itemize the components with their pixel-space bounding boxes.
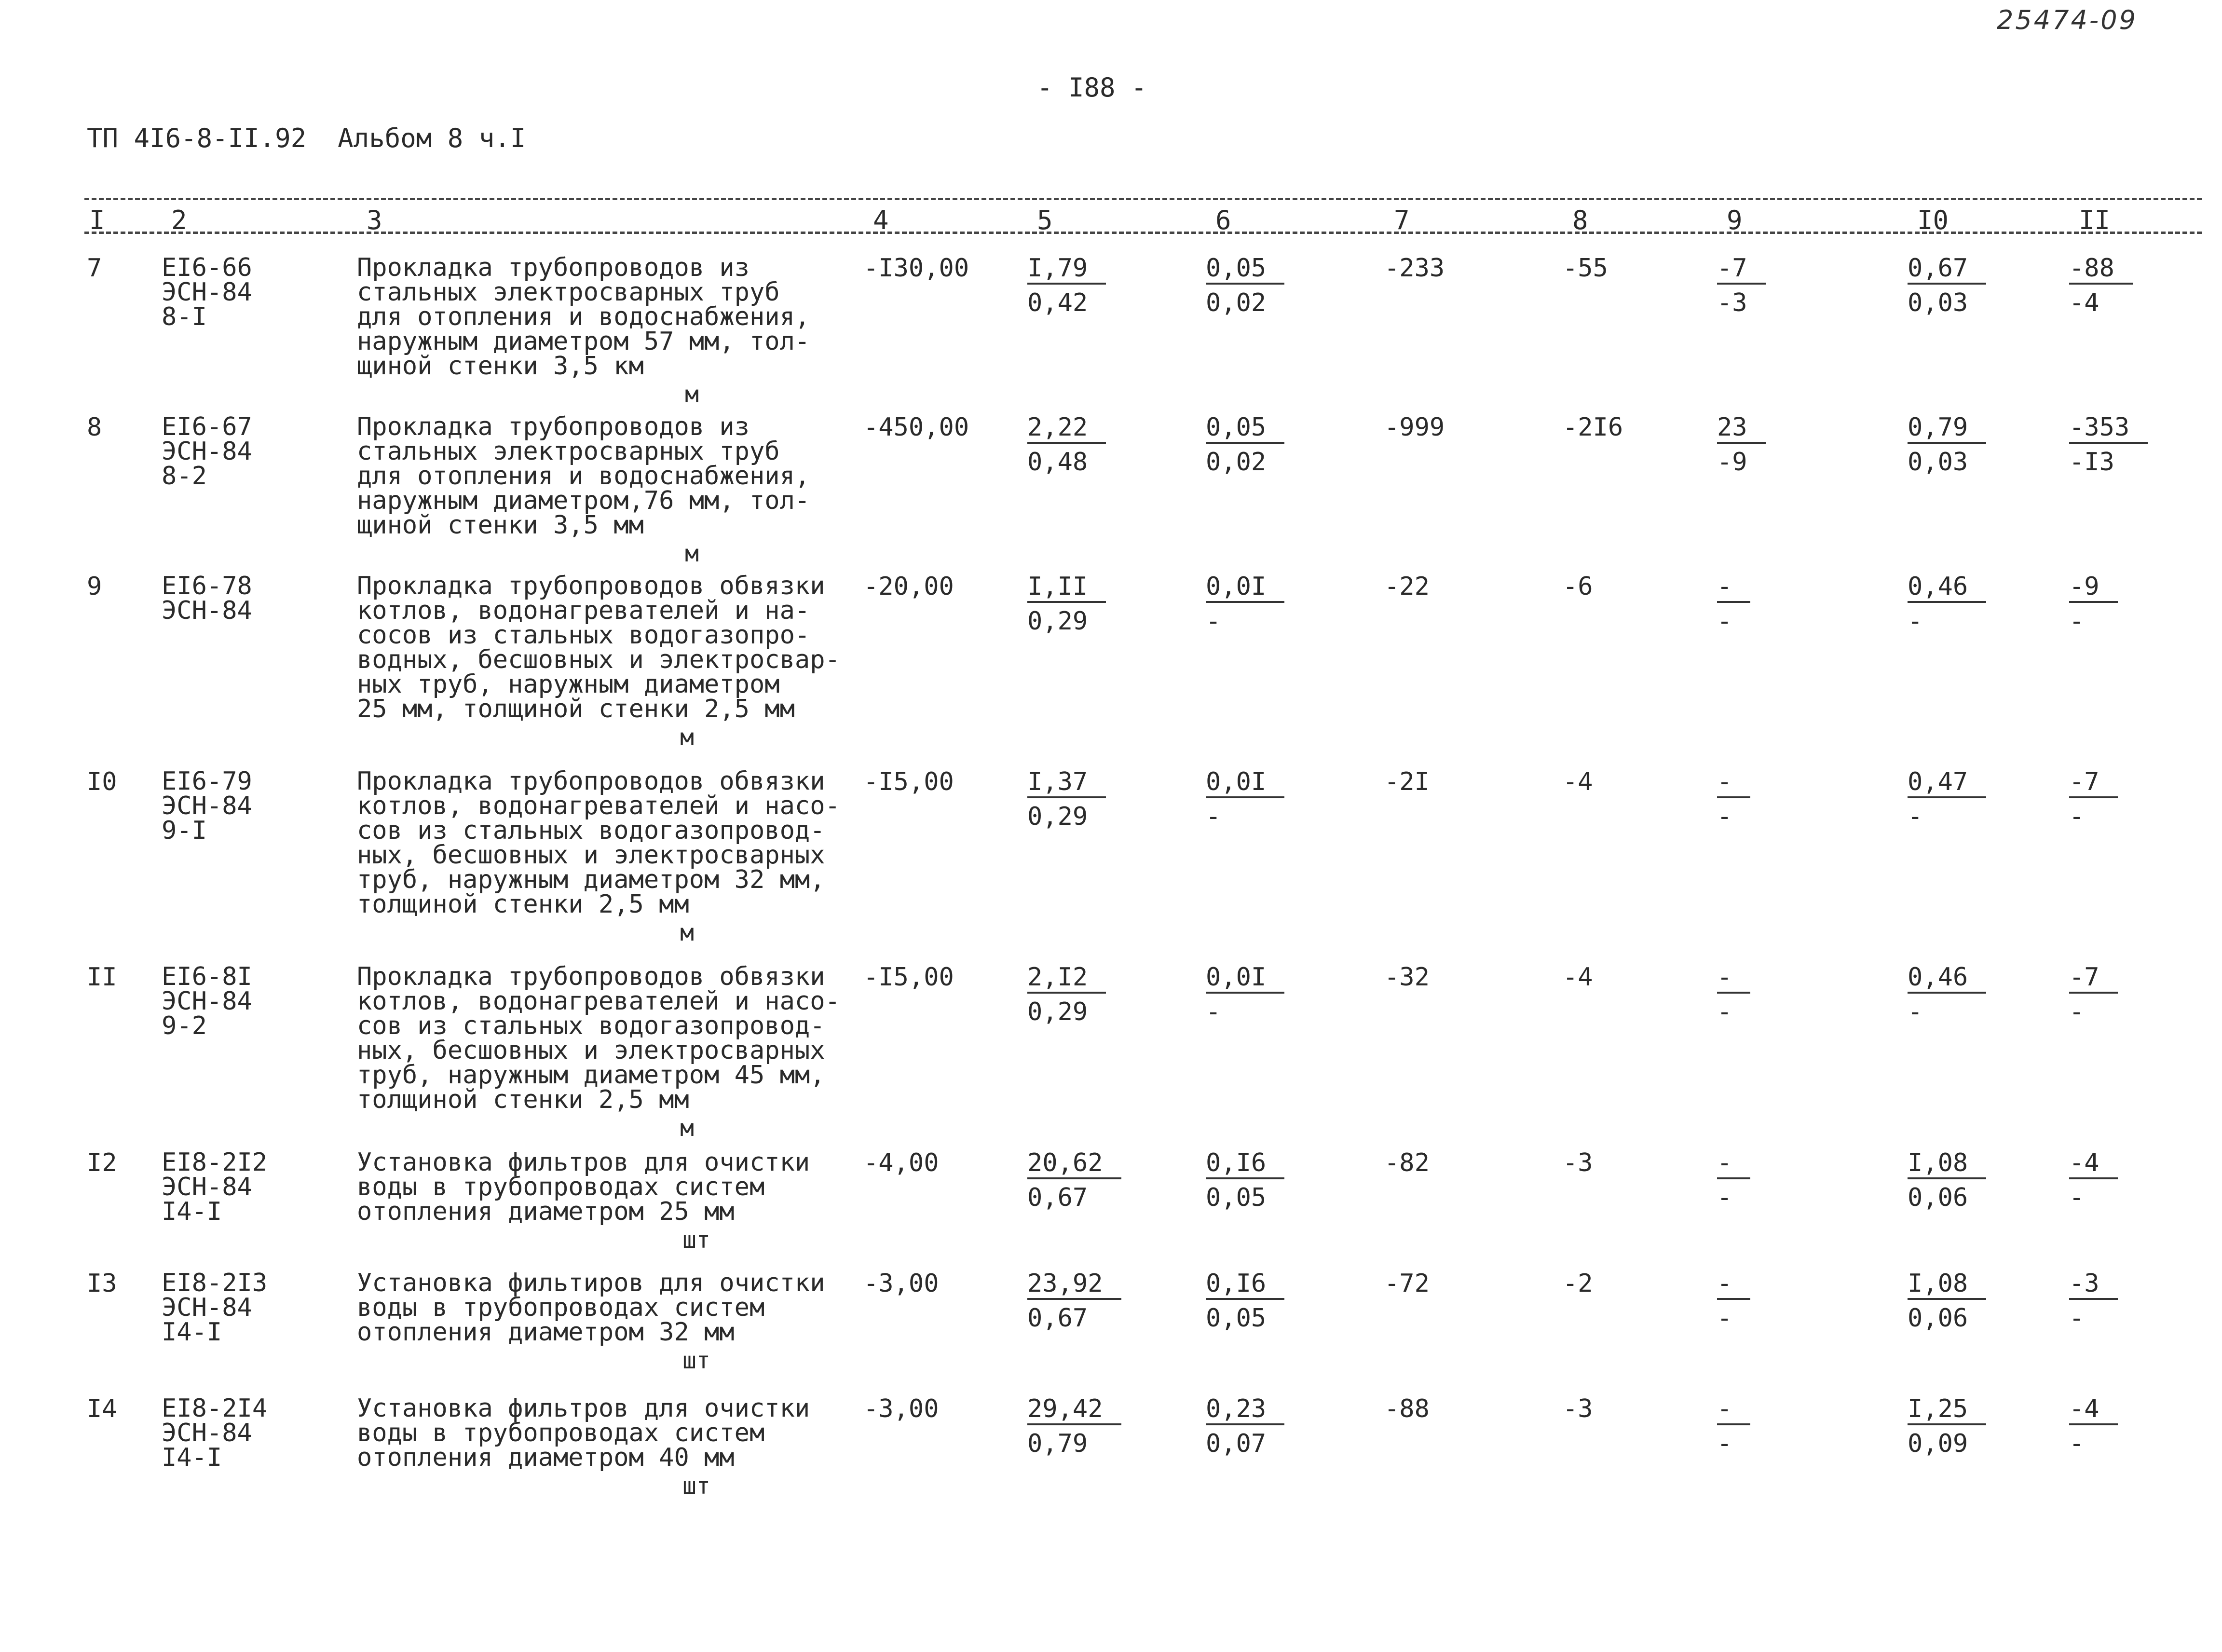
column-header: 8 [1572, 205, 1588, 235]
col8-value: -2 [1563, 1269, 1593, 1298]
col6-value-denominator: - [1206, 802, 1221, 831]
col11-value-numerator: -4 [2069, 1396, 2118, 1425]
work-description [357, 1271, 825, 1345]
col9-value-denominator: - [1717, 1429, 1732, 1458]
col11-value [2069, 1396, 2118, 1456]
col6-value-numerator: 0,0I [1206, 965, 1284, 994]
col11-value-denominator: -I3 [2069, 448, 2114, 477]
quantity: -450,00 [863, 413, 969, 442]
col5-value [1027, 1271, 1121, 1331]
col5-value-denominator: 0,29 [1027, 607, 1088, 636]
col6-value-denominator: - [1206, 607, 1221, 636]
col9-value-numerator: - [1717, 769, 1750, 798]
col11-value [2069, 415, 2148, 475]
col5-value [1027, 1150, 1121, 1210]
price-code-line: 9-I [162, 816, 207, 845]
col11-value-numerator: -4 [2069, 1150, 2118, 1179]
col9-value-denominator: - [1717, 802, 1732, 831]
col11-value [2069, 574, 2118, 634]
price-code-line: ЭСН-84 [162, 1419, 252, 1447]
col10-value-numerator: 0,67 [1908, 256, 1986, 285]
col10-value-numerator: I,08 [1908, 1271, 1986, 1300]
col5-value-numerator: 23,92 [1027, 1271, 1121, 1300]
work-description-line: котлов, водонагревателей и на- [357, 596, 810, 625]
quantity: -3,00 [863, 1269, 939, 1298]
work-description-line: ных, бесшовных и электросварных [357, 841, 825, 870]
work-description-line: котлов, водонагревателей и насо- [357, 987, 840, 1016]
col5-value-numerator: 2,22 [1027, 415, 1106, 444]
col5-value [1027, 574, 1106, 634]
col7-value: -233 [1384, 254, 1445, 283]
col5-value-denominator: 0,42 [1027, 288, 1088, 317]
col5-value [1027, 1396, 1121, 1456]
work-description-line: стальных электросварных труб [357, 278, 780, 307]
col11-value-denominator: - [2069, 1429, 2085, 1458]
col10-value-denominator: 0,03 [1908, 288, 1968, 317]
work-description-line: для отопления и водоснабжения, [357, 302, 810, 331]
row-number: I2 [87, 1148, 117, 1177]
quantity: -I5,00 [863, 963, 954, 992]
col6-value-numerator: 0,0I [1206, 769, 1284, 798]
col6-value [1206, 256, 1284, 315]
price-code [162, 574, 252, 623]
work-description-line: щиной стенки 3,5 км [357, 352, 644, 381]
col6-value [1206, 769, 1284, 829]
work-description-line: Прокладка трубопроводов из [357, 412, 750, 441]
work-description-line: Установка фильтров для очистки [357, 1148, 810, 1177]
unit-of-measure: шт [682, 1347, 710, 1374]
col9-value [1717, 574, 1750, 634]
col10-value-denominator: - [1908, 802, 1923, 831]
col10-value [1908, 769, 1986, 829]
work-description-line: ных, бесшовных и электросварных [357, 1036, 825, 1065]
col6-value-numerator: 0,05 [1206, 415, 1284, 444]
price-code-line: EI6-66 [162, 253, 252, 282]
work-description [357, 1150, 810, 1224]
col6-value [1206, 1271, 1284, 1331]
work-description-line: отопления диаметром 32 мм [357, 1318, 735, 1347]
col9-value-denominator: -9 [1717, 448, 1747, 477]
work-description-line: сосов из стальных водогазопро- [357, 621, 810, 650]
col9-value-numerator: - [1717, 574, 1750, 603]
col5-value-numerator: I,II [1027, 574, 1106, 603]
col10-value-denominator: 0,03 [1908, 448, 1968, 477]
row-number: II [87, 963, 117, 992]
work-description-line: воды в трубопроводах систем [357, 1419, 765, 1447]
col11-value-denominator: - [2069, 802, 2085, 831]
col10-value-denominator: 0,09 [1908, 1429, 1968, 1458]
col11-value [2069, 1271, 2118, 1331]
work-description [357, 574, 840, 722]
price-code-line: ЭСН-84 [162, 278, 252, 307]
price-code [162, 1271, 267, 1345]
unit-of-measure: шт [682, 1227, 710, 1254]
work-description-line: наружным диаметром,76 мм, тол- [357, 486, 810, 515]
col10-value-denominator: 0,06 [1908, 1183, 1968, 1212]
work-description-line: воды в трубопроводах систем [357, 1173, 765, 1201]
col10-value [1908, 1271, 1986, 1331]
col9-value [1717, 965, 1750, 1024]
work-description-line: щиной стенки 3,5 мм [357, 511, 644, 540]
quantity: -I5,00 [863, 767, 954, 796]
col10-value-denominator: - [1908, 997, 1923, 1026]
price-code [162, 962, 252, 1040]
col7-value: -999 [1384, 413, 1445, 442]
unit-of-measure: м [680, 724, 694, 751]
quantity: -4,00 [863, 1148, 939, 1177]
col5-value [1027, 415, 1106, 475]
row-number: 7 [87, 254, 102, 283]
col8-value: -55 [1563, 254, 1608, 283]
row-number: 8 [87, 413, 102, 442]
col5-value-numerator: 2,I2 [1027, 965, 1106, 994]
col8-value: -3 [1563, 1148, 1593, 1177]
col9-value-denominator: - [1717, 607, 1732, 636]
col5-value-numerator: I,79 [1027, 256, 1106, 285]
col7-value: -72 [1384, 1269, 1430, 1298]
price-code-line: ЭСН-84 [162, 1293, 252, 1322]
quantity: -I30,00 [863, 254, 969, 283]
work-description-line: 25 мм, толщиной стенки 2,5 мм [357, 695, 795, 724]
column-header: II [2079, 205, 2111, 235]
col10-value-numerator: 0,46 [1908, 574, 1986, 603]
col11-value-numerator: -88 [2069, 256, 2133, 285]
header-rule-top [84, 198, 2202, 200]
work-description [357, 412, 810, 540]
col10-value-denominator: 0,06 [1908, 1304, 1968, 1333]
work-description-line: отопления диаметром 25 мм [357, 1197, 735, 1226]
col10-value-denominator: - [1908, 607, 1923, 636]
col11-value-numerator: -7 [2069, 965, 2118, 994]
col10-value [1908, 1396, 1986, 1456]
col5-value-numerator: 20,62 [1027, 1150, 1121, 1179]
work-description-line: толщиной стенки 2,5 мм [357, 1085, 689, 1114]
col6-value-numerator: 0,23 [1206, 1396, 1284, 1425]
col11-value-denominator: - [2069, 997, 2085, 1026]
col7-value: -88 [1384, 1394, 1430, 1423]
col10-value [1908, 256, 1986, 315]
price-code-line: 9-2 [162, 1011, 207, 1040]
work-description-line: для отопления и водоснабжения, [357, 462, 810, 491]
column-header: 7 [1394, 205, 1410, 235]
work-description-line: отопления диаметром 40 мм [357, 1443, 735, 1472]
column-header: 9 [1727, 205, 1743, 235]
work-description-line: сов из стальных водогазопровод- [357, 1011, 825, 1040]
price-code-line: ЭСН-84 [162, 596, 252, 625]
col5-value [1027, 965, 1106, 1024]
col9-value-numerator: 23 [1717, 415, 1766, 444]
col6-value-denominator: 0,07 [1206, 1429, 1267, 1458]
work-description [357, 769, 840, 917]
column-header: 4 [873, 205, 889, 235]
col9-value-denominator: - [1717, 997, 1732, 1026]
col6-value-denominator: - [1206, 997, 1221, 1026]
col11-value-denominator: - [2069, 1304, 2085, 1333]
work-description-line: Установка фильтиров для очистки [357, 1269, 825, 1297]
col7-value: -22 [1384, 572, 1430, 601]
price-code-line: EI8-2I3 [162, 1269, 268, 1297]
col10-value [1908, 965, 1986, 1024]
row-number: I4 [87, 1394, 117, 1423]
col9-value-numerator: -7 [1717, 256, 1766, 285]
price-code-line: I4-I [162, 1443, 222, 1472]
col6-value-denominator: 0,05 [1206, 1183, 1267, 1212]
col5-value-numerator: 29,42 [1027, 1396, 1121, 1425]
col11-value-numerator: -3 [2069, 1271, 2118, 1300]
col6-value-numerator: 0,0I [1206, 574, 1284, 603]
quantity: -20,00 [863, 572, 954, 601]
col6-value [1206, 574, 1284, 634]
col6-value [1206, 415, 1284, 475]
col6-value-denominator: 0,05 [1206, 1304, 1267, 1333]
col10-value [1908, 1150, 1986, 1210]
col9-value-numerator: - [1717, 1271, 1750, 1300]
col9-value [1717, 1396, 1750, 1456]
col9-value [1717, 769, 1750, 829]
page-number: - I88 - [1037, 72, 1147, 103]
col11-value [2069, 965, 2118, 1024]
col8-value: -4 [1563, 963, 1593, 992]
work-description-line: Установка фильтров для очистки [357, 1394, 810, 1423]
col10-value-numerator: I,08 [1908, 1150, 1986, 1179]
row-number: 9 [87, 572, 102, 601]
col5-value-denominator: 0,67 [1027, 1183, 1088, 1212]
col5-value-denominator: 0,29 [1027, 997, 1088, 1026]
col10-value-numerator: 0,46 [1908, 965, 1986, 994]
col9-value-denominator: -3 [1717, 288, 1747, 317]
col8-value: -2I6 [1563, 413, 1623, 442]
col5-value-denominator: 0,29 [1027, 802, 1088, 831]
column-header: 2 [171, 205, 187, 235]
col5-value-numerator: I,37 [1027, 769, 1106, 798]
col10-value [1908, 415, 1986, 475]
col6-value-denominator: 0,02 [1206, 448, 1267, 477]
work-description-line: Прокладка трубопроводов обвязки [357, 962, 825, 991]
price-code-line: EI6-78 [162, 572, 252, 601]
column-header: I [89, 205, 105, 235]
col6-value [1206, 1396, 1284, 1456]
col5-value-denominator: 0,48 [1027, 448, 1088, 477]
price-code-line: ЭСН-84 [162, 792, 252, 820]
unit-of-measure: м [685, 381, 699, 408]
unit-of-measure: м [685, 540, 699, 567]
price-code-line: EI6-67 [162, 412, 252, 441]
col9-value [1717, 1150, 1750, 1210]
work-description-line: Прокладка трубопроводов из [357, 253, 750, 282]
work-description-line: наружным диаметром 57 мм, тол- [357, 327, 810, 356]
col9-value-denominator: - [1717, 1183, 1732, 1212]
col7-value: -32 [1384, 963, 1430, 992]
archive-code: 25474-09 [1997, 5, 2138, 35]
price-code-line: I4-I [162, 1197, 222, 1226]
col7-value: -2I [1384, 767, 1430, 796]
unit-of-measure: шт [682, 1473, 710, 1500]
column-header: 6 [1215, 205, 1231, 235]
work-description-line: Прокладка трубопроводов обвязки [357, 767, 825, 796]
unit-of-measure: м [680, 1115, 694, 1142]
col8-value: -6 [1563, 572, 1593, 601]
column-header: 3 [367, 205, 382, 235]
work-description-line: толщиной стенки 2,5 мм [357, 890, 689, 919]
unit-of-measure: м [680, 919, 694, 946]
column-header: 5 [1037, 205, 1053, 235]
work-description-line: котлов, водонагревателей и насо- [357, 792, 840, 820]
work-description [357, 253, 810, 381]
column-header: I0 [1917, 205, 1949, 235]
col6-value-denominator: 0,02 [1206, 288, 1267, 317]
col7-value: -82 [1384, 1148, 1430, 1177]
document-reference: ТП 4I6-8-II.92 Альбом 8 ч.I [87, 123, 526, 153]
work-description-line: ных труб, наружным диаметром [357, 670, 780, 699]
price-code-line: EI6-8I [162, 962, 252, 991]
col11-value-denominator: - [2069, 1183, 2085, 1212]
price-code-line: EI6-79 [162, 767, 252, 796]
col5-value [1027, 256, 1106, 315]
work-description [357, 1396, 810, 1470]
col5-value-denominator: 0,67 [1027, 1304, 1088, 1333]
col11-value [2069, 1150, 2118, 1210]
work-description-line: Прокладка трубопроводов обвязки [357, 572, 825, 601]
price-code [162, 769, 252, 843]
price-code-line: I4-I [162, 1318, 222, 1347]
col9-value-numerator: - [1717, 1396, 1750, 1425]
work-description-line: водных, бесшовных и электросвар- [357, 645, 840, 674]
work-description-line: труб, наружным диаметром 32 мм, [357, 865, 825, 894]
col8-value: -4 [1563, 767, 1593, 796]
col6-value [1206, 965, 1284, 1024]
header-rule-bottom [84, 232, 2202, 234]
col10-value-numerator: I,25 [1908, 1396, 1986, 1425]
work-description-line: воды в трубопроводах систем [357, 1293, 765, 1322]
work-description-line: сов из стальных водогазопровод- [357, 816, 825, 845]
col9-value [1717, 256, 1766, 315]
work-description-line: труб, наружным диаметром 45 мм, [357, 1061, 825, 1090]
price-code-line: 8-2 [162, 462, 207, 491]
price-code-line: ЭСН-84 [162, 1173, 252, 1201]
col11-value-denominator: -4 [2069, 288, 2099, 317]
work-description-line: стальных электросварных труб [357, 437, 780, 466]
col5-value-denominator: 0,79 [1027, 1429, 1088, 1458]
col8-value: -3 [1563, 1394, 1593, 1423]
col9-value [1717, 415, 1766, 475]
col9-value-numerator: - [1717, 1150, 1750, 1179]
col6-value [1206, 1150, 1284, 1210]
col11-value-numerator: -353 [2069, 415, 2148, 444]
price-code [162, 253, 252, 331]
col10-value-numerator: 0,79 [1908, 415, 1986, 444]
price-code [162, 412, 252, 491]
col9-value [1717, 1271, 1750, 1331]
price-code [162, 1150, 267, 1224]
row-number: I3 [87, 1269, 117, 1298]
col9-value-denominator: - [1717, 1304, 1732, 1333]
col11-value-denominator: - [2069, 607, 2085, 636]
price-code-line: ЭСН-84 [162, 987, 252, 1016]
col6-value-numerator: 0,05 [1206, 256, 1284, 285]
col11-value-numerator: -9 [2069, 574, 2118, 603]
row-number: I0 [87, 767, 117, 796]
work-description [357, 962, 840, 1114]
price-code-line: ЭСН-84 [162, 437, 252, 466]
col11-value [2069, 256, 2133, 315]
col5-value [1027, 769, 1106, 829]
price-code-line: 8-I [162, 302, 207, 331]
col9-value-numerator: - [1717, 965, 1750, 994]
col11-value [2069, 769, 2118, 829]
col6-value-numerator: 0,I6 [1206, 1271, 1284, 1300]
col11-value-numerator: -7 [2069, 769, 2118, 798]
price-code-line: EI8-2I4 [162, 1394, 268, 1423]
col10-value-numerator: 0,47 [1908, 769, 1986, 798]
price-code [162, 1396, 267, 1470]
price-code-line: EI8-2I2 [162, 1148, 268, 1177]
col10-value [1908, 574, 1986, 634]
col6-value-numerator: 0,I6 [1206, 1150, 1284, 1179]
quantity: -3,00 [863, 1394, 939, 1423]
